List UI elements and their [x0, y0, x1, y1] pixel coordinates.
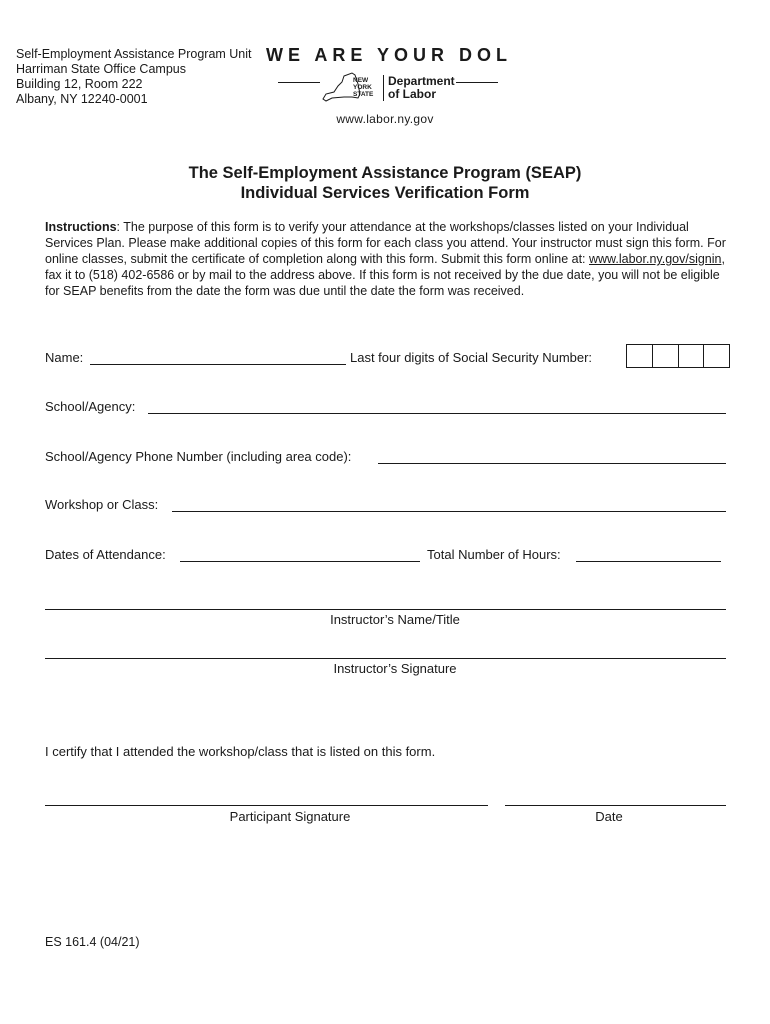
address-line-4: Albany, NY 12240-0001	[16, 92, 148, 106]
ssn-digit-box[interactable]	[653, 345, 679, 367]
total-hours-label: Total Number of Hours:	[427, 547, 561, 562]
ssn-digit-box[interactable]	[704, 345, 729, 367]
dept-line-1: Department	[388, 74, 455, 88]
title-line-1: The Self-Employment Assistance Program (SEAP)	[188, 164, 582, 182]
instructor-signature-field[interactable]	[45, 657, 726, 659]
ssn-digit-box[interactable]	[627, 345, 653, 367]
department-name	[383, 75, 455, 101]
instructor-name-field[interactable]	[45, 608, 726, 610]
date-label: Date	[595, 809, 623, 824]
school-phone-field[interactable]	[378, 462, 726, 464]
state-word-new: NEW	[353, 77, 369, 84]
website-url[interactable]: www.labor.ny.gov	[336, 112, 434, 126]
logo-left-rule	[278, 82, 320, 83]
dates-field[interactable]	[180, 560, 420, 562]
form-number: ES 161.4 (04/21)	[45, 935, 140, 949]
ssn-digit-box[interactable]	[679, 345, 705, 367]
school-phone-label: School/Agency Phone Number (including area code):	[45, 449, 352, 464]
school-label: School/Agency:	[45, 399, 136, 414]
return-address	[16, 47, 252, 107]
new-york-state-map-icon	[322, 72, 382, 106]
instructor-signature-label: Instructor’s Signature	[333, 661, 457, 676]
workshop-label: Workshop or Class:	[45, 497, 159, 512]
address-line-1: Self-Employment Assistance Program Unit	[16, 47, 252, 61]
name-label: Name:	[45, 350, 84, 365]
ssn-label: Last four digits of Social Security Number:	[350, 350, 593, 365]
title-line-2: Individual Services Verification Form	[240, 184, 530, 202]
state-word-state: STATE	[353, 91, 374, 98]
dates-label: Dates of Attendance:	[45, 547, 166, 562]
participant-signature-label: Participant Signature	[229, 809, 351, 824]
instructions-heading: Instructions	[45, 220, 117, 234]
dept-line-2: of Labor	[388, 87, 436, 101]
logo-right-rule	[456, 82, 498, 83]
state-word-york: YORK	[353, 84, 372, 91]
form-title	[0, 163, 770, 203]
address-line-2: Harriman State Office Campus	[16, 62, 186, 76]
date-field[interactable]	[505, 804, 726, 806]
signin-link[interactable]: www.labor.ny.gov/signin	[589, 252, 722, 266]
school-field[interactable]	[148, 412, 726, 414]
instructions-text-2: , fax it to (518) 402-6586 or by mail to the address above. If this form is not received by the due date, you will not be eligible for SEAP benefits from the date the form was due until the date the form was received.	[45, 252, 725, 298]
ssn-boxes[interactable]	[626, 344, 730, 368]
instructions-paragraph	[45, 219, 730, 299]
name-field[interactable]	[90, 363, 346, 365]
dol-slogan: WE ARE YOUR DOL	[266, 45, 513, 65]
total-hours-field[interactable]	[576, 560, 721, 562]
instructor-name-label: Instructor’s Name/Title	[330, 612, 460, 627]
participant-signature-field[interactable]	[45, 804, 488, 806]
certification-statement: I certify that I attended the workshop/class that is listed on this form.	[45, 744, 436, 759]
address-line-3: Building 12, Room 222	[16, 77, 143, 91]
instructions-text-1: : The purpose of this form is to verify your attendance at the workshops/classes listed on your Individual Services Plan. Please make additional copies of this form for each class you attend. Your instructor must sign this form. For online classes, submit the certificate of completion along with this form. Submit this form online at:	[45, 220, 726, 266]
workshop-field[interactable]	[172, 510, 726, 512]
